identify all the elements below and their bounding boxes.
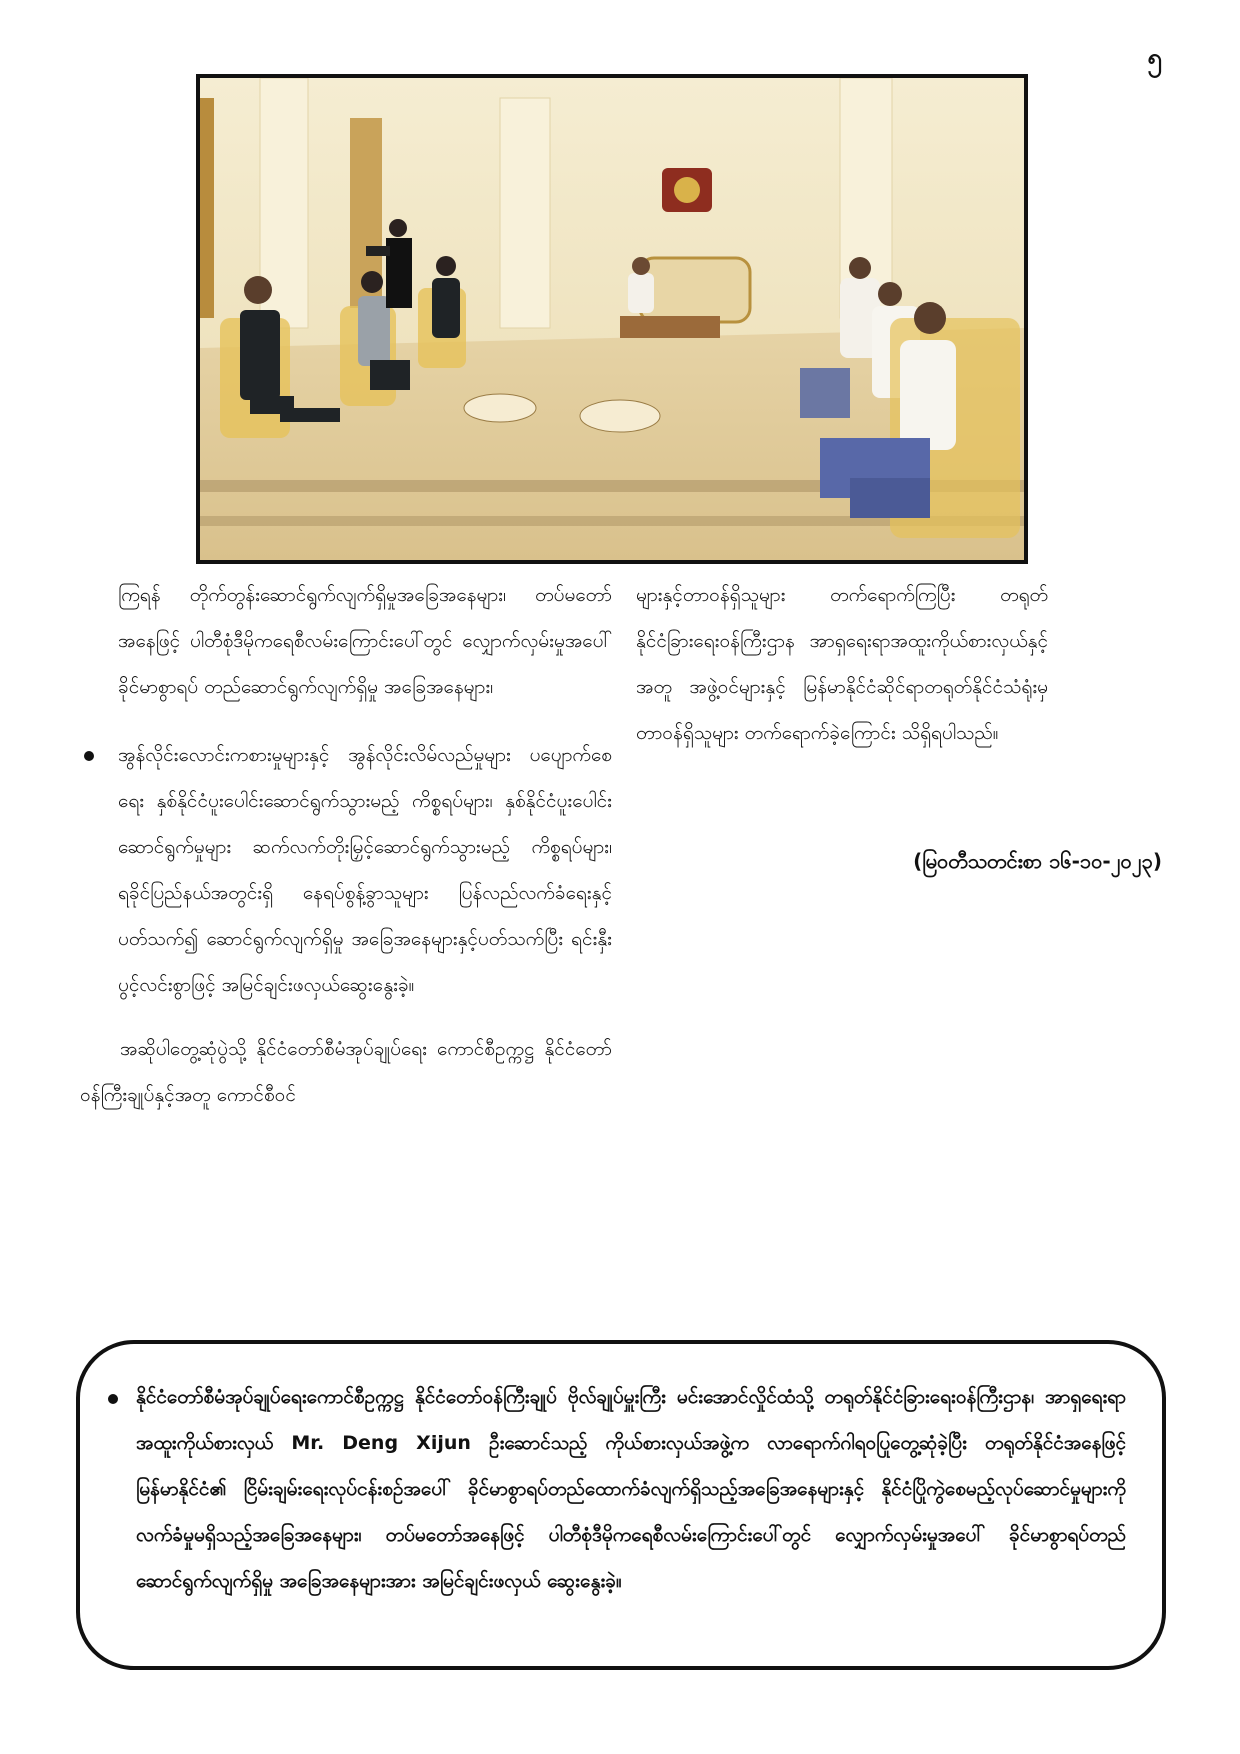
source-citation: (မြဝတီသတင်းစာ ၁၆-၁၀-၂၀၂၃)	[913, 849, 1162, 873]
summary-text: နိုင်ငံတော်စီမံအုပ်ချုပ်ရေးကောင်စီဥက္ကဋ္ဌ နိုင်ငံတော်ဝန်ကြီးချုပ် ဗိုလ်ချုပ်မှူးကြီး မင်းအောင်လှိုင်ထံသို့ တရုတ်နိုင်ငံခြားရေးဝန်ကြီးဌာန၊ အာရှရေးရာအထူးကိုယ်စားလှယ် Mr. Deng Xijun ဦးဆောင်သည့် ကိုယ်စားလှယ်အဖွဲ့က လာရောက်ဂါရဝပြုတွေ့ဆုံခဲ့ပြီး တရုတ်နိုင်ငံအနေဖြင့် မြန်မာနိုင်ငံ၏ ငြိမ်းချမ်းရေးလုပ်ငန်းစဉ်အပေါ် ခိုင်မာစွာရပ်တည်ထောက်ခံလျက်ရှိသည့်အခြေအနေများနှင့် နိုင်ငံပြိုကွဲစေမည့်လုပ်ဆောင်မှုများကို လက်ခံမှုမရှိသည့်အခြေအနေများ၊ တပ်မတော်အနေဖြင့် ပါတီစုံဒီမိုကရေစီလမ်းကြောင်းပေါ်တွင် လျှောက်လှမ်းမှုအပေါ် ခိုင်မာစွာရပ်တည်ဆောင်ရွက်လျက်ရှိမှု အခြေအနေများအား အမြင်ချင်းဖလှယ် ဆွေးနွေးခဲ့။	[136, 1386, 1126, 1592]
left-bullet-text: အွန်လိုင်းလောင်းကစားမှုများနှင့် အွန်လိုင်းလိမ်လည်မှုများ ပပျောက်စေရေး နှစ်နိုင်ငံပူးပေါင်းဆောင်ရွက်သွားမည့် ကိစ္စရပ်များ၊ နှစ်နိုင်ငံပူးပေါင်းဆောင်ရွက်မှုများ ဆက်လက်တိုးမြှင့်ဆောင်ရွက်သွားမည့် ကိစ္စရပ်များ၊ ရခိုင်ပြည်နယ်အတွင်းရှိ နေရပ်စွန့်ခွာသူများ ပြန်လည်လက်ခံရေးနှင့်ပတ်သက်၍ ဆောင်ရွက်လျက်ရှိမှု အခြေအနေများနှင့်ပတ်သက်ပြီး ရင်းနှီးပွင့်လင်းစွာဖြင့် အမြင်ချင်းဖလှယ်ဆွေးနွေးခဲ့။	[118, 744, 612, 996]
right-paragraph-1: များနှင့်တာဝန်ရှိသူများ တက်ရောက်ကြပြီး တရုတ်နိုင်ငံခြားရေးဝန်ကြီးဌာန အာရှရေးရာအထူးကိုယ်စားလှယ်နှင့်အတူ အဖွဲ့ဝင်များနှင့် မြန်မာနိုင်ငံဆိုင်ရာတရုတ်နိုင်ငံသံရုံးမှ တာဝန်ရှိသူများ တက်ရောက်ခဲ့ကြောင်း သိရှိရပါသည်။	[636, 584, 1048, 744]
left-paragraph-1: ကြရန် တိုက်တွန်းဆောင်ရွက်လျက်ရှိမှုအခြေအနေများ၊ တပ်မတော်အနေဖြင့် ပါတီစုံဒီမိုကရေစီလမ်းကြောင်းပေါ်တွင် လျှောက်လှမ်းမှုအပေါ် ခိုင်မာစွာရပ် တည်ဆောင်ရွက်လျက်ရှိမှု အခြေအနေများ၊	[118, 584, 612, 698]
meeting-photo	[196, 74, 1028, 564]
meeting-photo-illustration	[200, 78, 1024, 560]
summary-box	[76, 1340, 1166, 1670]
right-column	[636, 572, 1170, 756]
summary-bullet-icon	[108, 1394, 118, 1404]
left-column	[80, 572, 612, 1118]
left-paragraph-2: အဆိုပါတွေ့ဆုံပွဲသို့ နိုင်ငံတော်စီမံအုပ်ချုပ်ရေး ကောင်စီဥက္ကဋ္ဌ နိုင်ငံတော်ဝန်ကြီးချုပ်နှင့်အတူ ကောင်စီဝင်	[80, 1038, 612, 1106]
bullet-dot-icon	[84, 751, 94, 761]
page-number: ၅	[1147, 43, 1162, 73]
left-bullet-item	[118, 732, 612, 1008]
